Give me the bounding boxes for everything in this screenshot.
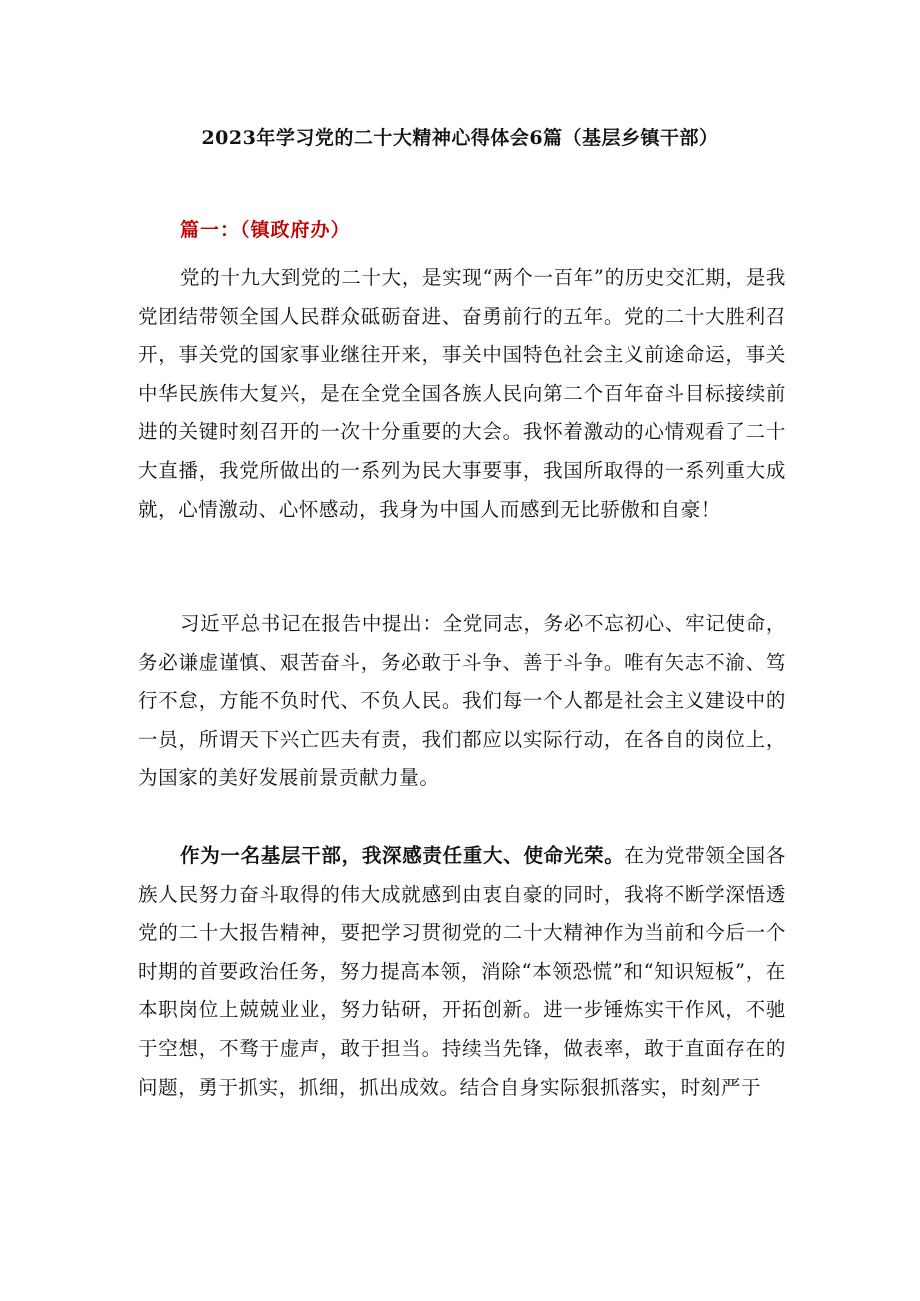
paragraph-1: 党的十九大到党的二十大，是实现“两个一百年”的历史交汇期，是我党团结带领全国人民群众砥砺奋进、奋勇前行的五年。党的二十大胜利召开，事关党的国家事业继往开来，事关中国特色社会主义前途命运，事关中华民族伟大复兴，是在全党全国各族人民向第二个百年奋斗目标接续前进的关键时刻召开的一次十分重要的大会。我怀着激动的心情观看了二十大直播，我党所做出的一系列为民大事要事，我国所取得的一系列重大成就，心情激动、心怀感动，我身为中国人而感到无比骄傲和自豪！ [138, 266, 786, 521]
section-heading: 篇一：（镇政府办） [180, 219, 351, 241]
paragraph-3 [138, 837, 786, 1107]
paragraph-3-lead: 作为一名基层干部，我深感责任重大、使命光荣。 [180, 844, 625, 867]
paragraph-3-body: 在为党带领全国各族人民努力奋斗取得的伟大成就感到由衷自豪的同时，我将不断学深悟透党的二十大报告精神，要把学习贯彻党的二十大精神作为当前和今后一个时期的首要政治任务，努力提高本领，消除“本领恐慌”和“知识短板”，在本职岗位上兢兢业业，努力钻研，开拓创新。进一步锤炼实干作风，不驰于空想，不骛于虚声，敢于担当。持续当先锋，做表率，敢于直面存在的问题，勇于抓实，抓细，抓出成效。结合自身实际狠抓落实，时刻严于 [138, 844, 786, 1099]
document-title: 2023年学习党的二十大精神心得体会6篇（基层乡镇干部） [201, 127, 719, 149]
paragraph-2: 习近平总书记在报告中提出：全党同志，务必不忘初心、牢记使命，务必谦虚谨慎、艰苦奋斗，务必敢于斗争、善于斗争。唯有矢志不渝、笃行不怠，方能不负时代、不负人民。我们每一个人都是社会主义建设中的一员，所谓天下兴亡匹夫有责，我们都应以实际行动，在各自的岗位上，为国家的美好发展前景贡献力量。 [138, 612, 786, 790]
